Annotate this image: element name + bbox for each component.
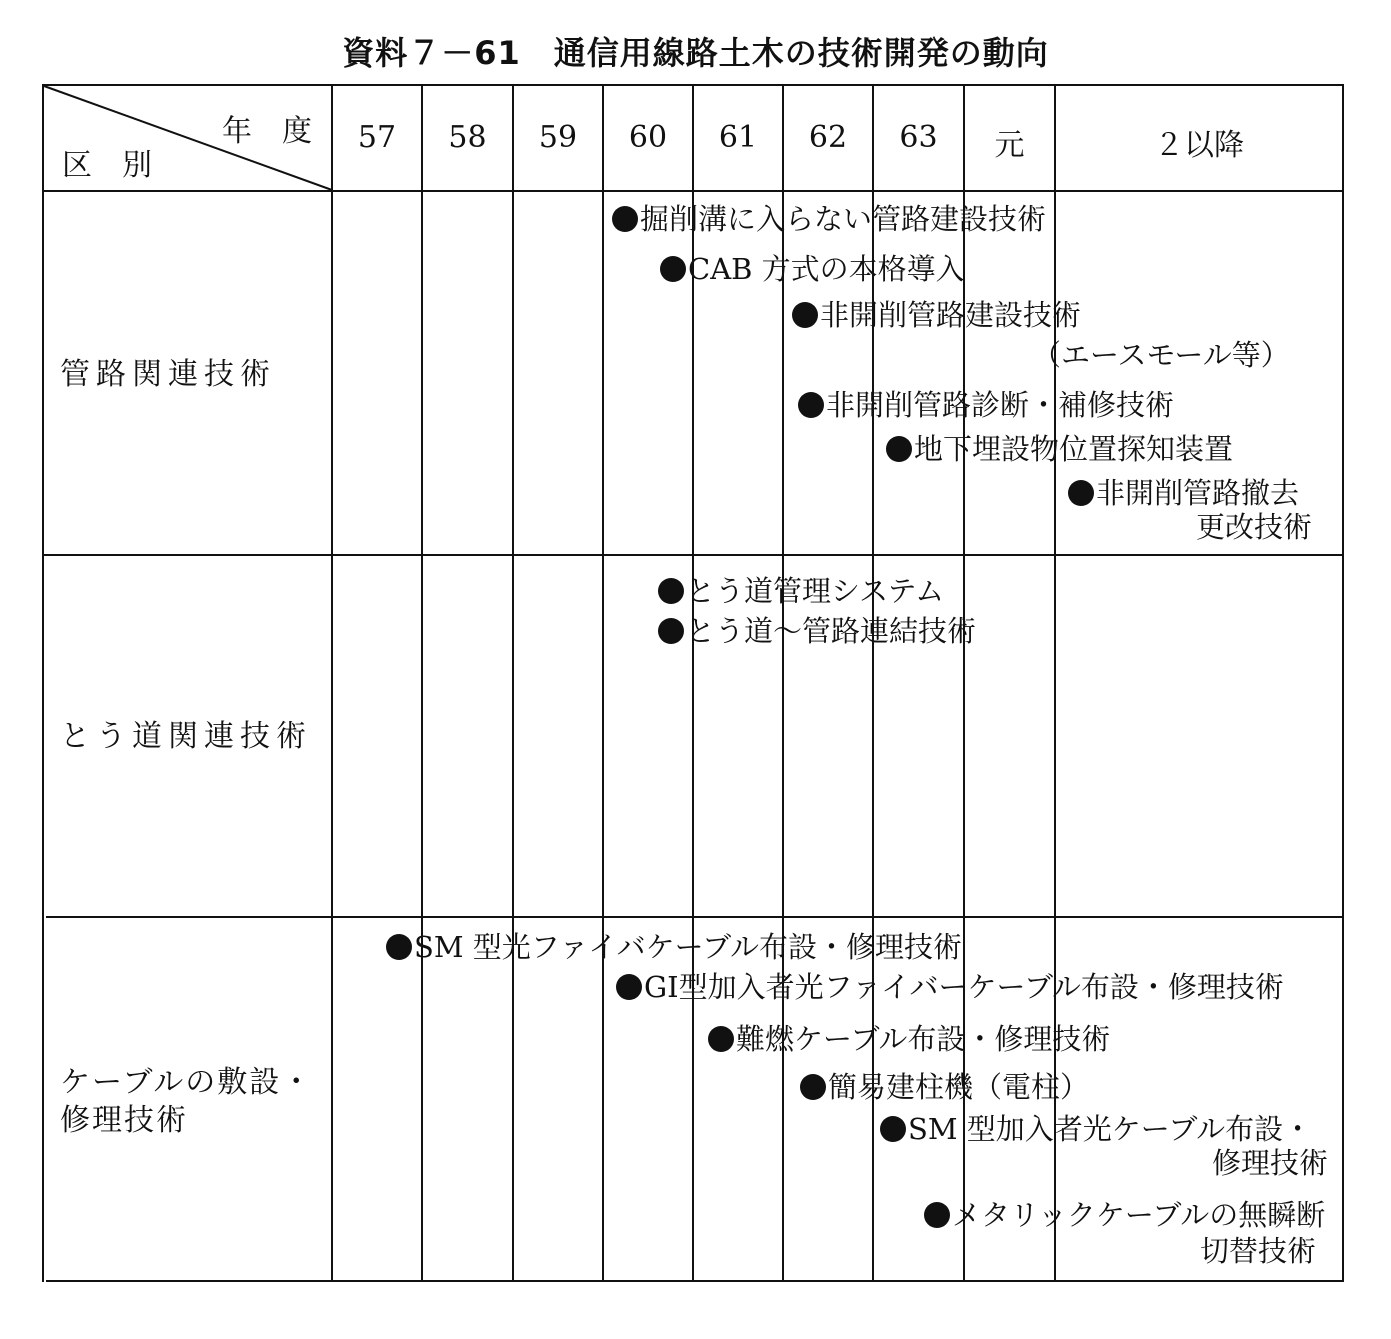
bullet-dot-icon: [798, 392, 824, 418]
header-kubetsu-label: 区 別: [62, 148, 152, 183]
timeline-item: CAB 方式の本格導入: [660, 252, 965, 286]
category-pipeline-tech: 管路関連技術: [60, 357, 276, 392]
year-63: 63: [899, 120, 938, 155]
year-60: 60: [628, 120, 668, 155]
timeline-item: GI型加入者光ファイバーケーブル布設・修理技術: [616, 970, 1284, 1004]
year-62: 62: [808, 120, 848, 155]
timeline-item: 難燃ケーブル布設・修理技術: [708, 1022, 1110, 1056]
row-divider: [46, 916, 1344, 918]
bullet-dot-icon: [612, 206, 638, 232]
timeline-item: 掘削溝に入らない管路建設技術: [612, 202, 1046, 236]
column-divider: [512, 84, 514, 1282]
year-58: 58: [448, 120, 487, 155]
year-gannen: 元: [994, 128, 1025, 163]
bullet-dot-icon: [658, 618, 684, 644]
bullet-dot-icon: [886, 436, 912, 462]
bullet-dot-icon: [792, 302, 818, 328]
timeline-item: 非開削管路建設技術: [792, 298, 1081, 332]
year-59: 59: [538, 120, 578, 155]
table-border-right: [1342, 84, 1344, 1282]
timeline-item: メタリックケーブルの無瞬断: [924, 1198, 1325, 1232]
row-divider: [44, 554, 1344, 556]
page-title: 資料７－61 通信用線路土木の技術開発の動向: [342, 34, 1049, 72]
category-tunnel-tech: とう道関連技術: [60, 719, 312, 754]
column-divider: [602, 84, 604, 1282]
bullet-dot-icon: [658, 578, 684, 604]
timeline-item: 非開削管路撤去: [1068, 476, 1299, 510]
bullet-dot-icon: [880, 1116, 906, 1142]
timeline-item: 非開削管路診断・補修技術: [798, 388, 1174, 422]
timeline-item: SM 型光ファイバケーブル布設・修理技術: [386, 930, 962, 964]
timeline-item-note: （エースモール等）: [1032, 338, 1290, 372]
timeline-item: 地下埋設物位置探知装置: [886, 432, 1233, 466]
timeline-item: 簡易建柱機（電柱）: [800, 1070, 1089, 1104]
bullet-dot-icon: [660, 256, 686, 282]
timeline-item-continuation: 切替技術: [1200, 1234, 1317, 1268]
timeline-item: とう道管理システム: [658, 574, 944, 608]
header-nendo-label: 年 度: [222, 114, 312, 149]
bullet-dot-icon: [800, 1074, 826, 1100]
column-divider: [331, 84, 333, 1282]
category-cable-tech-line2: 修理技術: [60, 1103, 188, 1138]
bullet-dot-icon: [616, 974, 642, 1000]
year-61: 61: [718, 120, 758, 155]
timeline-item-continuation: 更改技術: [1196, 510, 1313, 544]
category-cable-tech: [60, 1064, 313, 1140]
table-border-bottom: [46, 1280, 1344, 1282]
timeline-item-continuation: 修理技術: [1212, 1146, 1329, 1180]
timeline-item: SM 型加入者光ケーブル布設・: [880, 1112, 1312, 1146]
bullet-dot-icon: [1068, 480, 1094, 506]
bullet-dot-icon: [924, 1202, 950, 1228]
year-2-onward: ２以降: [1154, 128, 1244, 163]
table-border-left: [42, 84, 44, 1282]
column-divider: [421, 84, 423, 1282]
year-57: 57: [357, 120, 397, 155]
category-cable-tech-line1: ケーブルの敷設・: [60, 1065, 314, 1100]
timeline-item: とう道～管路連結技術: [658, 614, 976, 648]
bullet-dot-icon: [708, 1026, 734, 1052]
bullet-dot-icon: [386, 934, 412, 960]
